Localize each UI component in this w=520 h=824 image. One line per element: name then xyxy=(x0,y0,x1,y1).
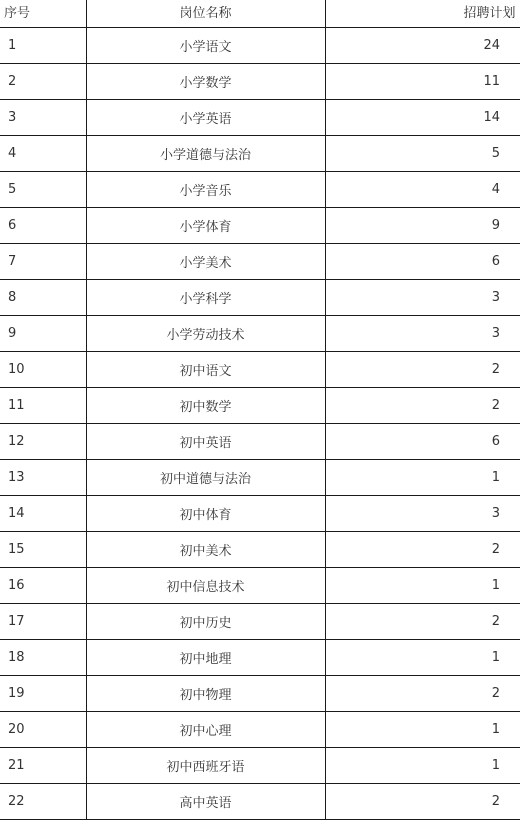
table-row xyxy=(0,28,520,64)
table-row xyxy=(0,208,520,244)
table-row xyxy=(0,280,520,316)
cell-position-name: 小学科学 xyxy=(86,280,325,316)
cell-recruitment-plan: 2 xyxy=(325,676,520,712)
table-row xyxy=(0,784,520,820)
table-row xyxy=(0,136,520,172)
cell-serial-number: 3 xyxy=(0,100,86,136)
table-row xyxy=(0,532,520,568)
cell-position-name: 初中心理 xyxy=(86,712,325,748)
cell-recruitment-plan: 6 xyxy=(325,424,520,460)
table-row xyxy=(0,64,520,100)
cell-position-name: 初中美术 xyxy=(86,532,325,568)
header-serial-number: 序号 xyxy=(0,0,86,28)
header-position-name: 岗位名称 xyxy=(86,0,325,28)
table-row xyxy=(0,676,520,712)
cell-position-name: 初中道德与法治 xyxy=(86,460,325,496)
table-row xyxy=(0,604,520,640)
cell-recruitment-plan: 3 xyxy=(325,280,520,316)
cell-serial-number: 2 xyxy=(0,64,86,100)
cell-position-name: 初中历史 xyxy=(86,604,325,640)
cell-serial-number: 8 xyxy=(0,280,86,316)
cell-recruitment-plan: 2 xyxy=(325,388,520,424)
cell-recruitment-plan: 4 xyxy=(325,172,520,208)
cell-recruitment-plan: 1 xyxy=(325,460,520,496)
table-body xyxy=(0,28,520,820)
cell-position-name: 小学体育 xyxy=(86,208,325,244)
cell-serial-number: 15 xyxy=(0,532,86,568)
cell-serial-number: 4 xyxy=(0,136,86,172)
cell-serial-number: 21 xyxy=(0,748,86,784)
cell-recruitment-plan: 3 xyxy=(325,316,520,352)
cell-serial-number: 9 xyxy=(0,316,86,352)
cell-serial-number: 17 xyxy=(0,604,86,640)
cell-recruitment-plan: 2 xyxy=(325,604,520,640)
table-row xyxy=(0,460,520,496)
cell-recruitment-plan: 9 xyxy=(325,208,520,244)
cell-recruitment-plan: 1 xyxy=(325,748,520,784)
table-row xyxy=(0,352,520,388)
cell-position-name: 小学劳动技术 xyxy=(86,316,325,352)
cell-serial-number: 13 xyxy=(0,460,86,496)
cell-serial-number: 1 xyxy=(0,28,86,64)
cell-position-name: 小学数学 xyxy=(86,64,325,100)
cell-serial-number: 14 xyxy=(0,496,86,532)
cell-position-name: 初中数学 xyxy=(86,388,325,424)
cell-recruitment-plan: 1 xyxy=(325,568,520,604)
cell-position-name: 初中信息技术 xyxy=(86,568,325,604)
table-row xyxy=(0,748,520,784)
cell-recruitment-plan: 2 xyxy=(325,352,520,388)
table-header-row xyxy=(0,0,520,28)
cell-position-name: 小学英语 xyxy=(86,100,325,136)
cell-recruitment-plan: 14 xyxy=(325,100,520,136)
cell-recruitment-plan: 5 xyxy=(325,136,520,172)
cell-serial-number: 10 xyxy=(0,352,86,388)
cell-position-name: 初中体育 xyxy=(86,496,325,532)
cell-position-name: 初中语文 xyxy=(86,352,325,388)
cell-serial-number: 7 xyxy=(0,244,86,280)
table-row xyxy=(0,100,520,136)
cell-position-name: 小学音乐 xyxy=(86,172,325,208)
header-recruitment-plan: 招聘计划 xyxy=(325,0,520,28)
cell-serial-number: 12 xyxy=(0,424,86,460)
cell-position-name: 初中西班牙语 xyxy=(86,748,325,784)
cell-recruitment-plan: 11 xyxy=(325,64,520,100)
cell-recruitment-plan: 24 xyxy=(325,28,520,64)
cell-serial-number: 5 xyxy=(0,172,86,208)
cell-position-name: 小学美术 xyxy=(86,244,325,280)
table-row xyxy=(0,568,520,604)
table-row xyxy=(0,424,520,460)
cell-recruitment-plan: 6 xyxy=(325,244,520,280)
cell-position-name: 初中地理 xyxy=(86,640,325,676)
table-row xyxy=(0,244,520,280)
cell-position-name: 初中英语 xyxy=(86,424,325,460)
cell-position-name: 初中物理 xyxy=(86,676,325,712)
table-row xyxy=(0,388,520,424)
cell-serial-number: 19 xyxy=(0,676,86,712)
cell-serial-number: 22 xyxy=(0,784,86,820)
cell-position-name: 小学道德与法治 xyxy=(86,136,325,172)
cell-serial-number: 16 xyxy=(0,568,86,604)
cell-serial-number: 6 xyxy=(0,208,86,244)
cell-recruitment-plan: 3 xyxy=(325,496,520,532)
cell-recruitment-plan: 2 xyxy=(325,784,520,820)
cell-recruitment-plan: 1 xyxy=(325,712,520,748)
cell-recruitment-plan: 1 xyxy=(325,640,520,676)
table-row xyxy=(0,712,520,748)
table-row xyxy=(0,496,520,532)
table-row xyxy=(0,172,520,208)
table-row xyxy=(0,640,520,676)
cell-serial-number: 18 xyxy=(0,640,86,676)
cell-position-name: 高中英语 xyxy=(86,784,325,820)
cell-recruitment-plan: 2 xyxy=(325,532,520,568)
cell-serial-number: 20 xyxy=(0,712,86,748)
cell-position-name: 小学语文 xyxy=(86,28,325,64)
cell-serial-number: 11 xyxy=(0,388,86,424)
table-row xyxy=(0,316,520,352)
